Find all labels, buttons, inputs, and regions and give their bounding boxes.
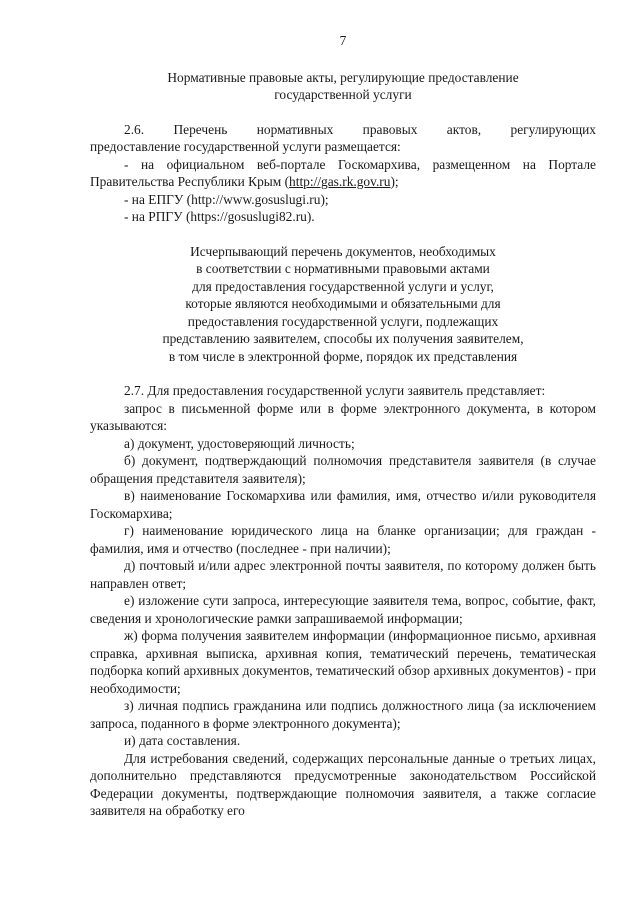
official-portal-link[interactable]: http://gas.rk.gov.ru — [289, 174, 391, 189]
spacer — [90, 104, 596, 121]
list-item-b: б) документ, подтверждающий полномочия представителя заявителя (в случае обращения представителя заявителя); — [90, 453, 596, 486]
request-paragraph: запрос в письменной форме или в форме электронного документа, в котором указываются: — [90, 400, 596, 433]
section-title — [90, 69, 596, 104]
spacer — [90, 365, 596, 382]
official-portal-text-end: ); — [390, 174, 399, 189]
list-item-official-portal — [90, 156, 596, 191]
list-item-epgu: - на ЕПГУ (http://www.gosuslugi.ru); — [124, 191, 329, 207]
section-2-6 — [90, 121, 596, 226]
documents-heading-line-7: в том числе в электронной форме, порядок их представления — [168, 348, 518, 364]
page-number: 7 — [339, 33, 347, 48]
documents-heading-line-1: Исчерпывающий перечень документов, необходимых — [190, 243, 496, 259]
list-item-d: д) почтовый и/или адрес электронной почты заявителя, по которому должен быть направлен ответ; — [90, 558, 596, 591]
list-item-zh: ж) форма получения заявителем информации (информационное письмо, архивная справка, архивная выписка, архивная копия, тематический перечень, тематическая подборка копий архивных документов, тематический обзор архивных документов) - при необходимости; — [90, 628, 596, 696]
list-item-a: а) документ, удостоверяющий личность; — [124, 435, 355, 451]
section-2-6-line-1: 2.6. Перечень нормативных правовых актов, регулирующих — [124, 121, 596, 137]
section-2-6-line-2: предоставление государственной услуги размещается: — [90, 139, 401, 154]
section-title-line-2: государственной услуги — [274, 87, 412, 102]
list-item-rpgu: - на РПГУ (https://gosuslugi82.ru). — [124, 209, 315, 224]
documents-heading — [90, 243, 596, 366]
documents-heading-line-3: для предоставления государственной услуги и услуг, — [192, 278, 494, 294]
list-item-g: г) наименование юридического лица на бланке организации; для граждан - фамилия, имя и отчество (последнее - при наличии); — [90, 523, 596, 556]
documents-heading-line-6: представлению заявителем, способы их получения заявителем, — [162, 331, 524, 346]
list-item-v: в) наименование Госкомархива или фамилия, имя, отчество и/или руководителя Госкомархива; — [90, 488, 596, 521]
personal-data-paragraph: Для истребования сведений, содержащих персональные данные о третьих лицах, дополнительно представляются предусмотренные законодательством Российской Федерации документы, подтверждающие полномочия заявителя, а также согласие заявителя на обработку его — [90, 750, 596, 818]
section-title-line-1: Нормативные правовые акты, регулирующие предоставление — [167, 69, 519, 85]
documents-heading-line-5: предоставления государственной услуги, подлежащих — [187, 313, 499, 329]
list-item-i: и) дата составления. — [124, 733, 241, 748]
list-item-e: е) изложение сути запроса, интересующие заявителя тема, вопрос, событие, факт, сведения и хронологические рамки запрашиваемой информации; — [90, 593, 596, 626]
documents-heading-line-4: которые являются необходимыми и обязательными для — [185, 296, 501, 311]
document-page — [90, 32, 596, 820]
spacer — [90, 226, 596, 243]
documents-heading-line-2: в соответствии с нормативными правовыми актами — [196, 261, 490, 276]
official-portal-text: - на официальном веб-портале Госкомархива, размещенном на Портале Правительства Республики Крым ( — [90, 156, 596, 189]
section-2-7 — [90, 382, 596, 820]
section-2-7-intro: 2.7. Для предоставления государственной услуги заявитель представляет: — [124, 383, 546, 398]
list-item-z: з) личная подпись гражданина или подпись должностного лица (за исключением запроса, поданного в форме электронного документа); — [90, 698, 596, 731]
